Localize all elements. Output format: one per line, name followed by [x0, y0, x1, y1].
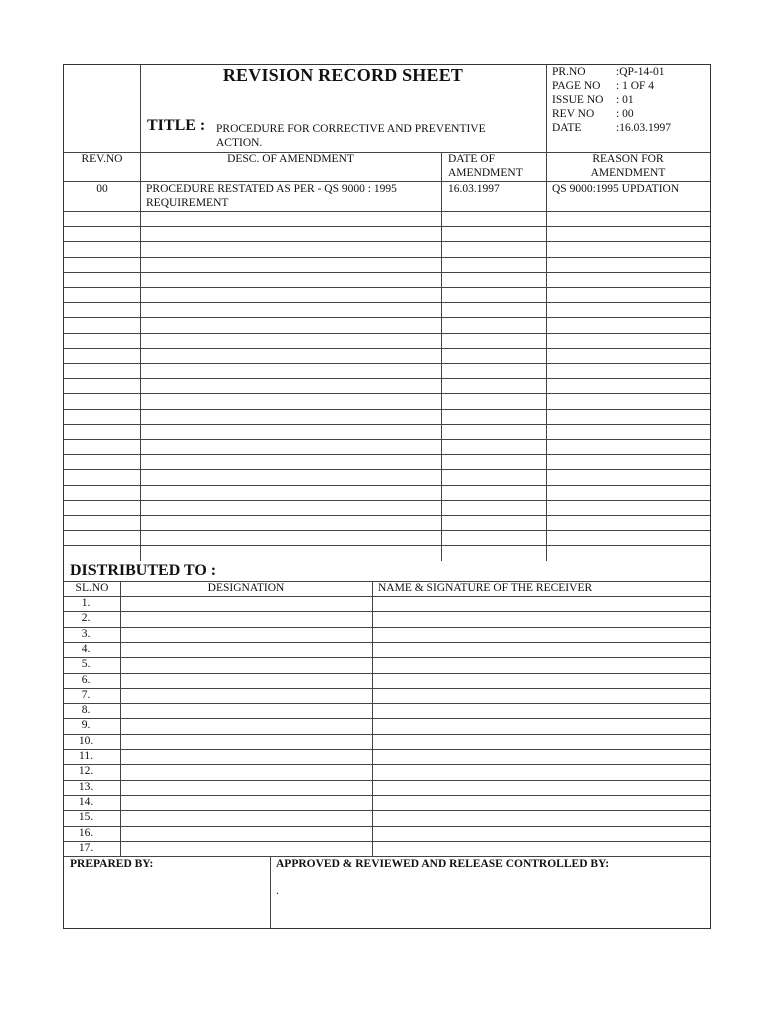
- list-item: 17.: [78, 842, 94, 854]
- title-label: TITLE :: [147, 117, 206, 134]
- table-row: [64, 841, 710, 842]
- list-item: 4.: [81, 643, 91, 655]
- table-row: [64, 718, 710, 719]
- table-row: [64, 257, 710, 258]
- rev-header-rule: [64, 181, 710, 182]
- meta-label-rev-no: REV NO: [552, 108, 595, 120]
- table-row: [64, 393, 710, 394]
- rev-cell-reason: QS 9000:1995 UPDATION: [552, 183, 680, 195]
- footer-divider: [270, 856, 271, 928]
- table-row: [64, 749, 710, 750]
- table-row: [64, 734, 710, 735]
- table-row: [64, 627, 710, 628]
- table-row: [64, 795, 710, 796]
- approved-by-label: APPROVED & REVIEWED AND RELEASE CONTROLLED BY:: [276, 858, 610, 870]
- list-item: 5.: [81, 658, 91, 670]
- table-row: [64, 317, 710, 318]
- table-row: [64, 333, 710, 334]
- table-row: [64, 810, 710, 811]
- list-item: 13.: [78, 781, 94, 793]
- meta-value-date: :16.03.1997: [616, 122, 671, 134]
- table-row: [64, 780, 710, 781]
- dist-header-sl-no: SL.NO: [75, 582, 109, 594]
- meta-label-date: DATE: [552, 122, 582, 134]
- footer-top-rule: [64, 856, 710, 857]
- list-item: 11.: [79, 750, 93, 762]
- rev-cell-desc-line2: REQUIREMENT: [146, 197, 229, 209]
- table-row: [64, 611, 710, 612]
- list-item: 15.: [78, 811, 94, 823]
- meta-label-issue-no: ISSUE NO: [552, 94, 604, 106]
- prepared-by-label: PREPARED BY:: [70, 858, 154, 870]
- rev-header-desc: DESC. OF AMENDMENT: [227, 153, 354, 165]
- rev-cell-desc-line1: PROCEDURE RESTATED AS PER - QS 9000 : 1995: [146, 183, 397, 195]
- table-row: [64, 485, 710, 486]
- list-item: 2.: [81, 612, 91, 624]
- rev-header-date-line1: DATE OF: [448, 153, 495, 165]
- rev-header-date-line2: AMENDMENT: [448, 167, 523, 179]
- rev-header-reason-line2: AMENDMENT: [590, 167, 666, 179]
- table-row: [64, 409, 710, 410]
- table-row: [64, 515, 710, 516]
- table-row: [64, 241, 710, 242]
- table-row: [64, 545, 710, 546]
- table-row: [64, 439, 710, 440]
- dist-header-name-signature: NAME & SIGNATURE OF THE RECEIVER: [378, 582, 593, 594]
- rev-cell-rev-no: 00: [96, 183, 108, 195]
- meta-value-pr-no: :QP-14-01: [616, 66, 665, 78]
- approved-by-mark: .: [276, 885, 279, 897]
- meta-value-page-no: : 1 OF 4: [616, 80, 655, 92]
- table-row: [64, 302, 710, 303]
- sheet-title: REVISION RECORD SHEET: [222, 65, 464, 85]
- table-row: [64, 454, 710, 455]
- list-item: 9.: [81, 719, 91, 731]
- table-row: [64, 657, 710, 658]
- list-item: 12.: [78, 765, 94, 777]
- distributed-to-label: DISTRIBUTED TO :: [70, 562, 217, 579]
- table-row: [64, 378, 710, 379]
- dist-header-designation: DESIGNATION: [207, 582, 285, 594]
- table-row: [64, 530, 710, 531]
- table-row: [64, 424, 710, 425]
- table-row: [64, 688, 710, 689]
- table-row: [64, 363, 710, 364]
- dist-header-rule: [64, 596, 710, 597]
- list-item: 6.: [81, 674, 91, 686]
- table-row: [64, 826, 710, 827]
- table-row: [64, 287, 710, 288]
- table-row: [64, 673, 710, 674]
- table-row: [64, 211, 710, 212]
- rev-header-rev-no: REV.NO: [81, 153, 123, 165]
- meta-label-page-no: PAGE NO: [552, 80, 601, 92]
- list-item: 3.: [81, 628, 91, 640]
- table-row: [64, 226, 710, 227]
- list-item: 7.: [81, 689, 91, 701]
- title-text-line1: PROCEDURE FOR CORRECTIVE AND PREVENTIVE: [216, 123, 486, 135]
- list-item: 10.: [78, 735, 94, 747]
- rev-cell-date: 16.03.1997: [448, 183, 500, 195]
- table-row: [64, 764, 710, 765]
- table-row: [64, 703, 710, 704]
- meta-value-issue-no: : 01: [616, 94, 634, 106]
- header-divider-right: [546, 65, 547, 152]
- rev-header-reason-line1: REASON FOR: [592, 153, 664, 165]
- table-row: [64, 348, 710, 349]
- list-item: 1.: [81, 597, 91, 609]
- title-text-line2: ACTION.: [216, 137, 263, 149]
- table-row: [64, 272, 710, 273]
- table-row: [64, 469, 710, 470]
- list-item: 14.: [78, 796, 94, 808]
- meta-value-rev-no: : 00: [616, 108, 634, 120]
- list-item: 16.: [78, 827, 94, 839]
- table-row: [64, 500, 710, 501]
- list-item: 8.: [81, 704, 91, 716]
- table-row: [64, 642, 710, 643]
- revision-record-sheet: [63, 64, 711, 929]
- meta-label-pr-no: PR.NO: [552, 66, 586, 78]
